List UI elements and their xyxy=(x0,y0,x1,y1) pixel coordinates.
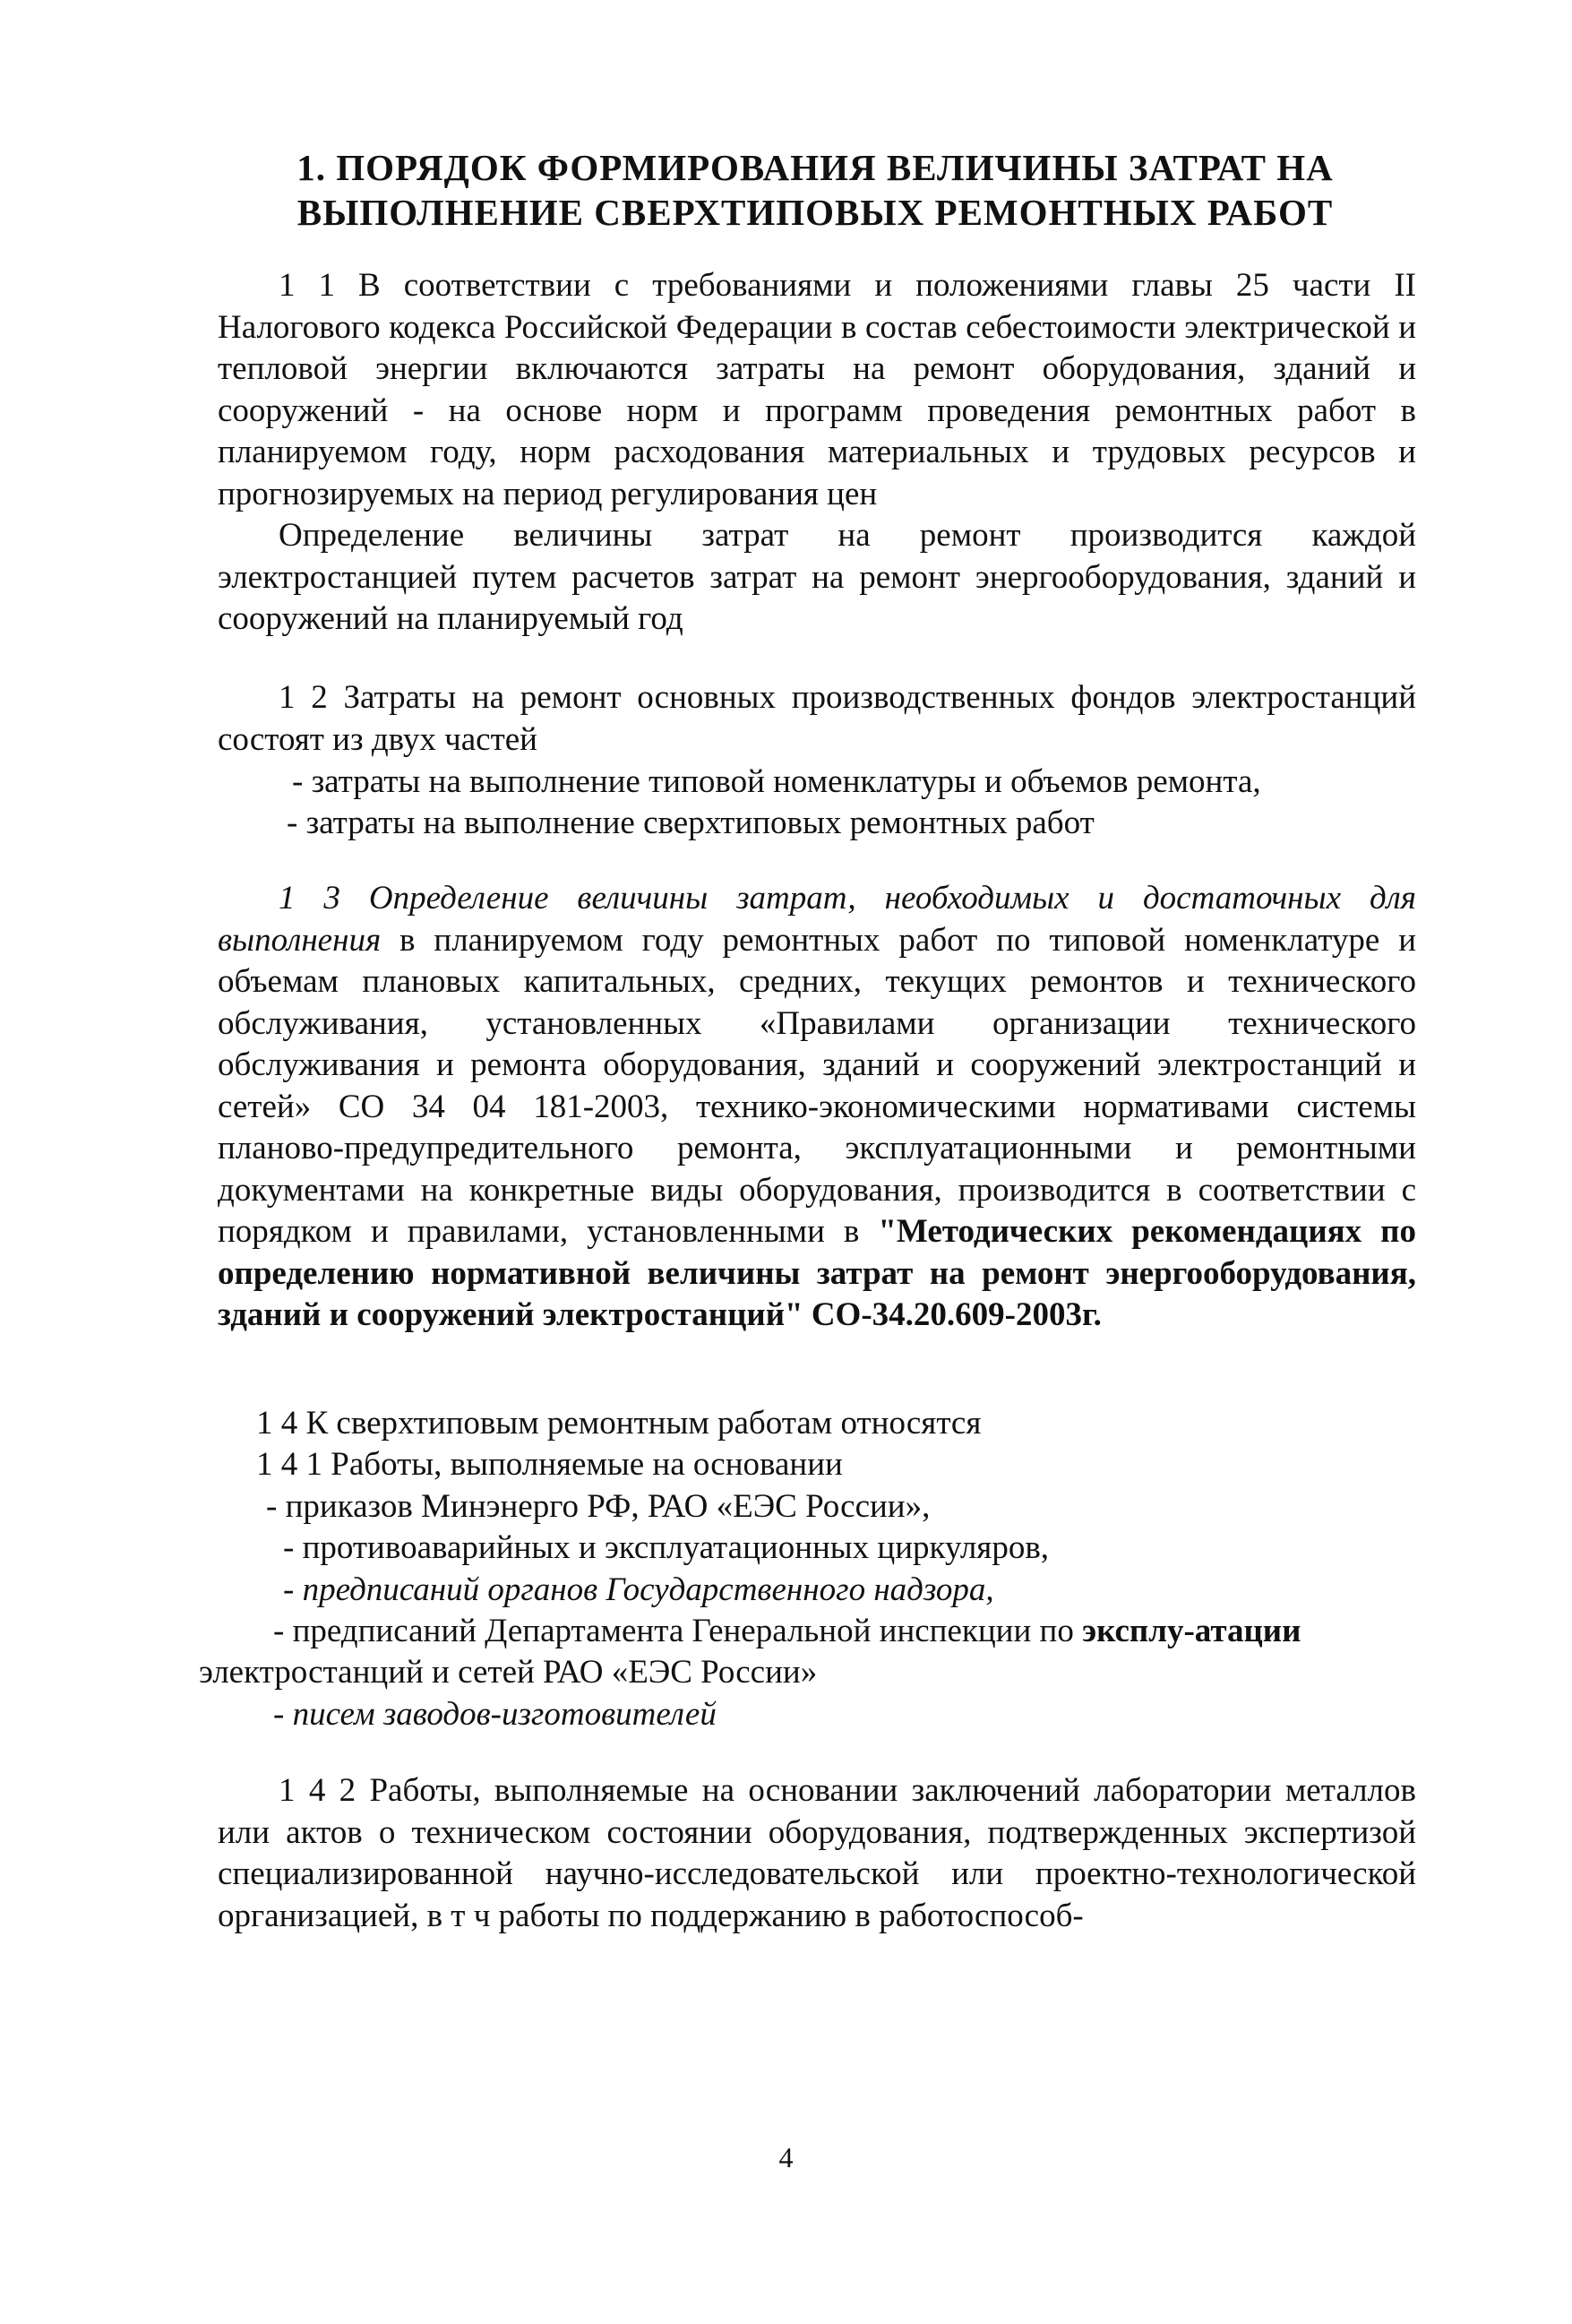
paragraph-1-1: 1 1 В соответствии с требованиями и положениями главы 25 части II Налогового кодекса Российской Федерации в состав себестоимости электрической и тепловой энергии включаются затраты на ремонт оборудования, зданий и сооружений - на основе норм и программ проведения ремонтных работ в планируемом году, норм расходования материальных и трудовых ресурсов и прогнозируемых на период регулирования цен xyxy=(218,267,1416,512)
paragraph-1-1-definition: Определение величины затрат на ремонт производится каждой электростанцией путем расчетов затрат на ремонт энергооборудования, зданий и сооружений на планируемый год xyxy=(218,517,1416,637)
page-number: 4 xyxy=(778,2141,794,2173)
section-1-2 xyxy=(218,677,1416,761)
title-line-2: ВЫПОЛНЕНИЕ СВЕРХТИПОВЫХ РЕМОНТНЫХ РАБОТ xyxy=(296,192,1334,233)
paragraph-1-2: 1 2 Затраты на ремонт основных производственных фондов электростанций состоят из двух частей xyxy=(218,679,1416,758)
paragraph-1-3-regular: в планируемом году ремонтных работ по типовой номенклатуре и объемам плановых капитальных, средних, текущих ремонтов и технического обслуживания, установленных «Правилами организации технического обслуживания и ремонта оборудования, зданий и сооружений электростанций и сетей» СО 34 04 181-2003, технико-экономическими нормативами системы планово-предупредительного ремонта, эксплуатационными и ремонтными документами на конкретные виды оборудования, производится в соответствии с порядком и правилами, установленными в xyxy=(218,921,1416,1250)
section-1-1 xyxy=(218,265,1416,641)
list-item-inspection-bold: эксплу-атации xyxy=(1082,1613,1301,1649)
paragraph-1-3-bold: "Методических рекомендациях по определению нормативной величины затрат на ремонт энергооборудования, зданий и сооружений электростанций" СО-34.20.609-2003г. xyxy=(218,1213,1416,1333)
title-line-1: 1. ПОРЯДОК ФОРМИРОВАНИЯ ВЕЛИЧИНЫ ЗАТРАТ НА xyxy=(296,147,1334,188)
list-item-ministry-orders: - приказов Минэнерго РФ, РАО «ЕЭС России», xyxy=(266,1488,931,1525)
section-1-4-2 xyxy=(218,1770,1416,1937)
list-item-inspection-continuation: электростанций и сетей РАО «ЕЭС России» xyxy=(199,1654,818,1691)
list-item-extra-costs: - затраты на выполнение сверхтиповых ремонтных работ xyxy=(287,805,1095,841)
paragraph-1-3 xyxy=(218,878,1416,1337)
list-item-typical-costs: - затраты на выполнение типовой номенклатуры и объемов ремонта, xyxy=(292,763,1261,800)
list-item-state-supervision: - предписаний органов Государственного надзора, xyxy=(283,1571,994,1608)
list-item-inspection-regular: - предписаний Департамента Генеральной инспекции по xyxy=(273,1613,1083,1649)
paragraph-1-4: 1 4 К сверхтиповым ремонтным работам относятся xyxy=(256,1405,982,1442)
paragraph-1-3-italic: 1 3 Определение величины затрат, необходимых и достаточных для выполнения xyxy=(218,880,1416,959)
section-title xyxy=(215,145,1415,235)
paragraph-1-4-1: 1 4 1 Работы, выполняемые на основании xyxy=(256,1446,843,1483)
list-item-circulars: - противоаварийных и эксплуатационных циркуляров, xyxy=(283,1529,1050,1566)
list-item-inspection xyxy=(273,1611,1301,1653)
list-item-manufacturer-letters: - писем заводов-изготовителей xyxy=(273,1696,717,1733)
section-1-3 xyxy=(218,878,1416,1337)
paragraph-1-4-2: 1 4 2 Работы, выполняемые на основании заключений лаборатории металлов или актов о техническом состоянии оборудования, подтвержденных экспертизой специализированной научно-исследовательской или проектно-технологической организацией, в т ч работы по поддержанию в работоспособ- xyxy=(218,1772,1416,1934)
